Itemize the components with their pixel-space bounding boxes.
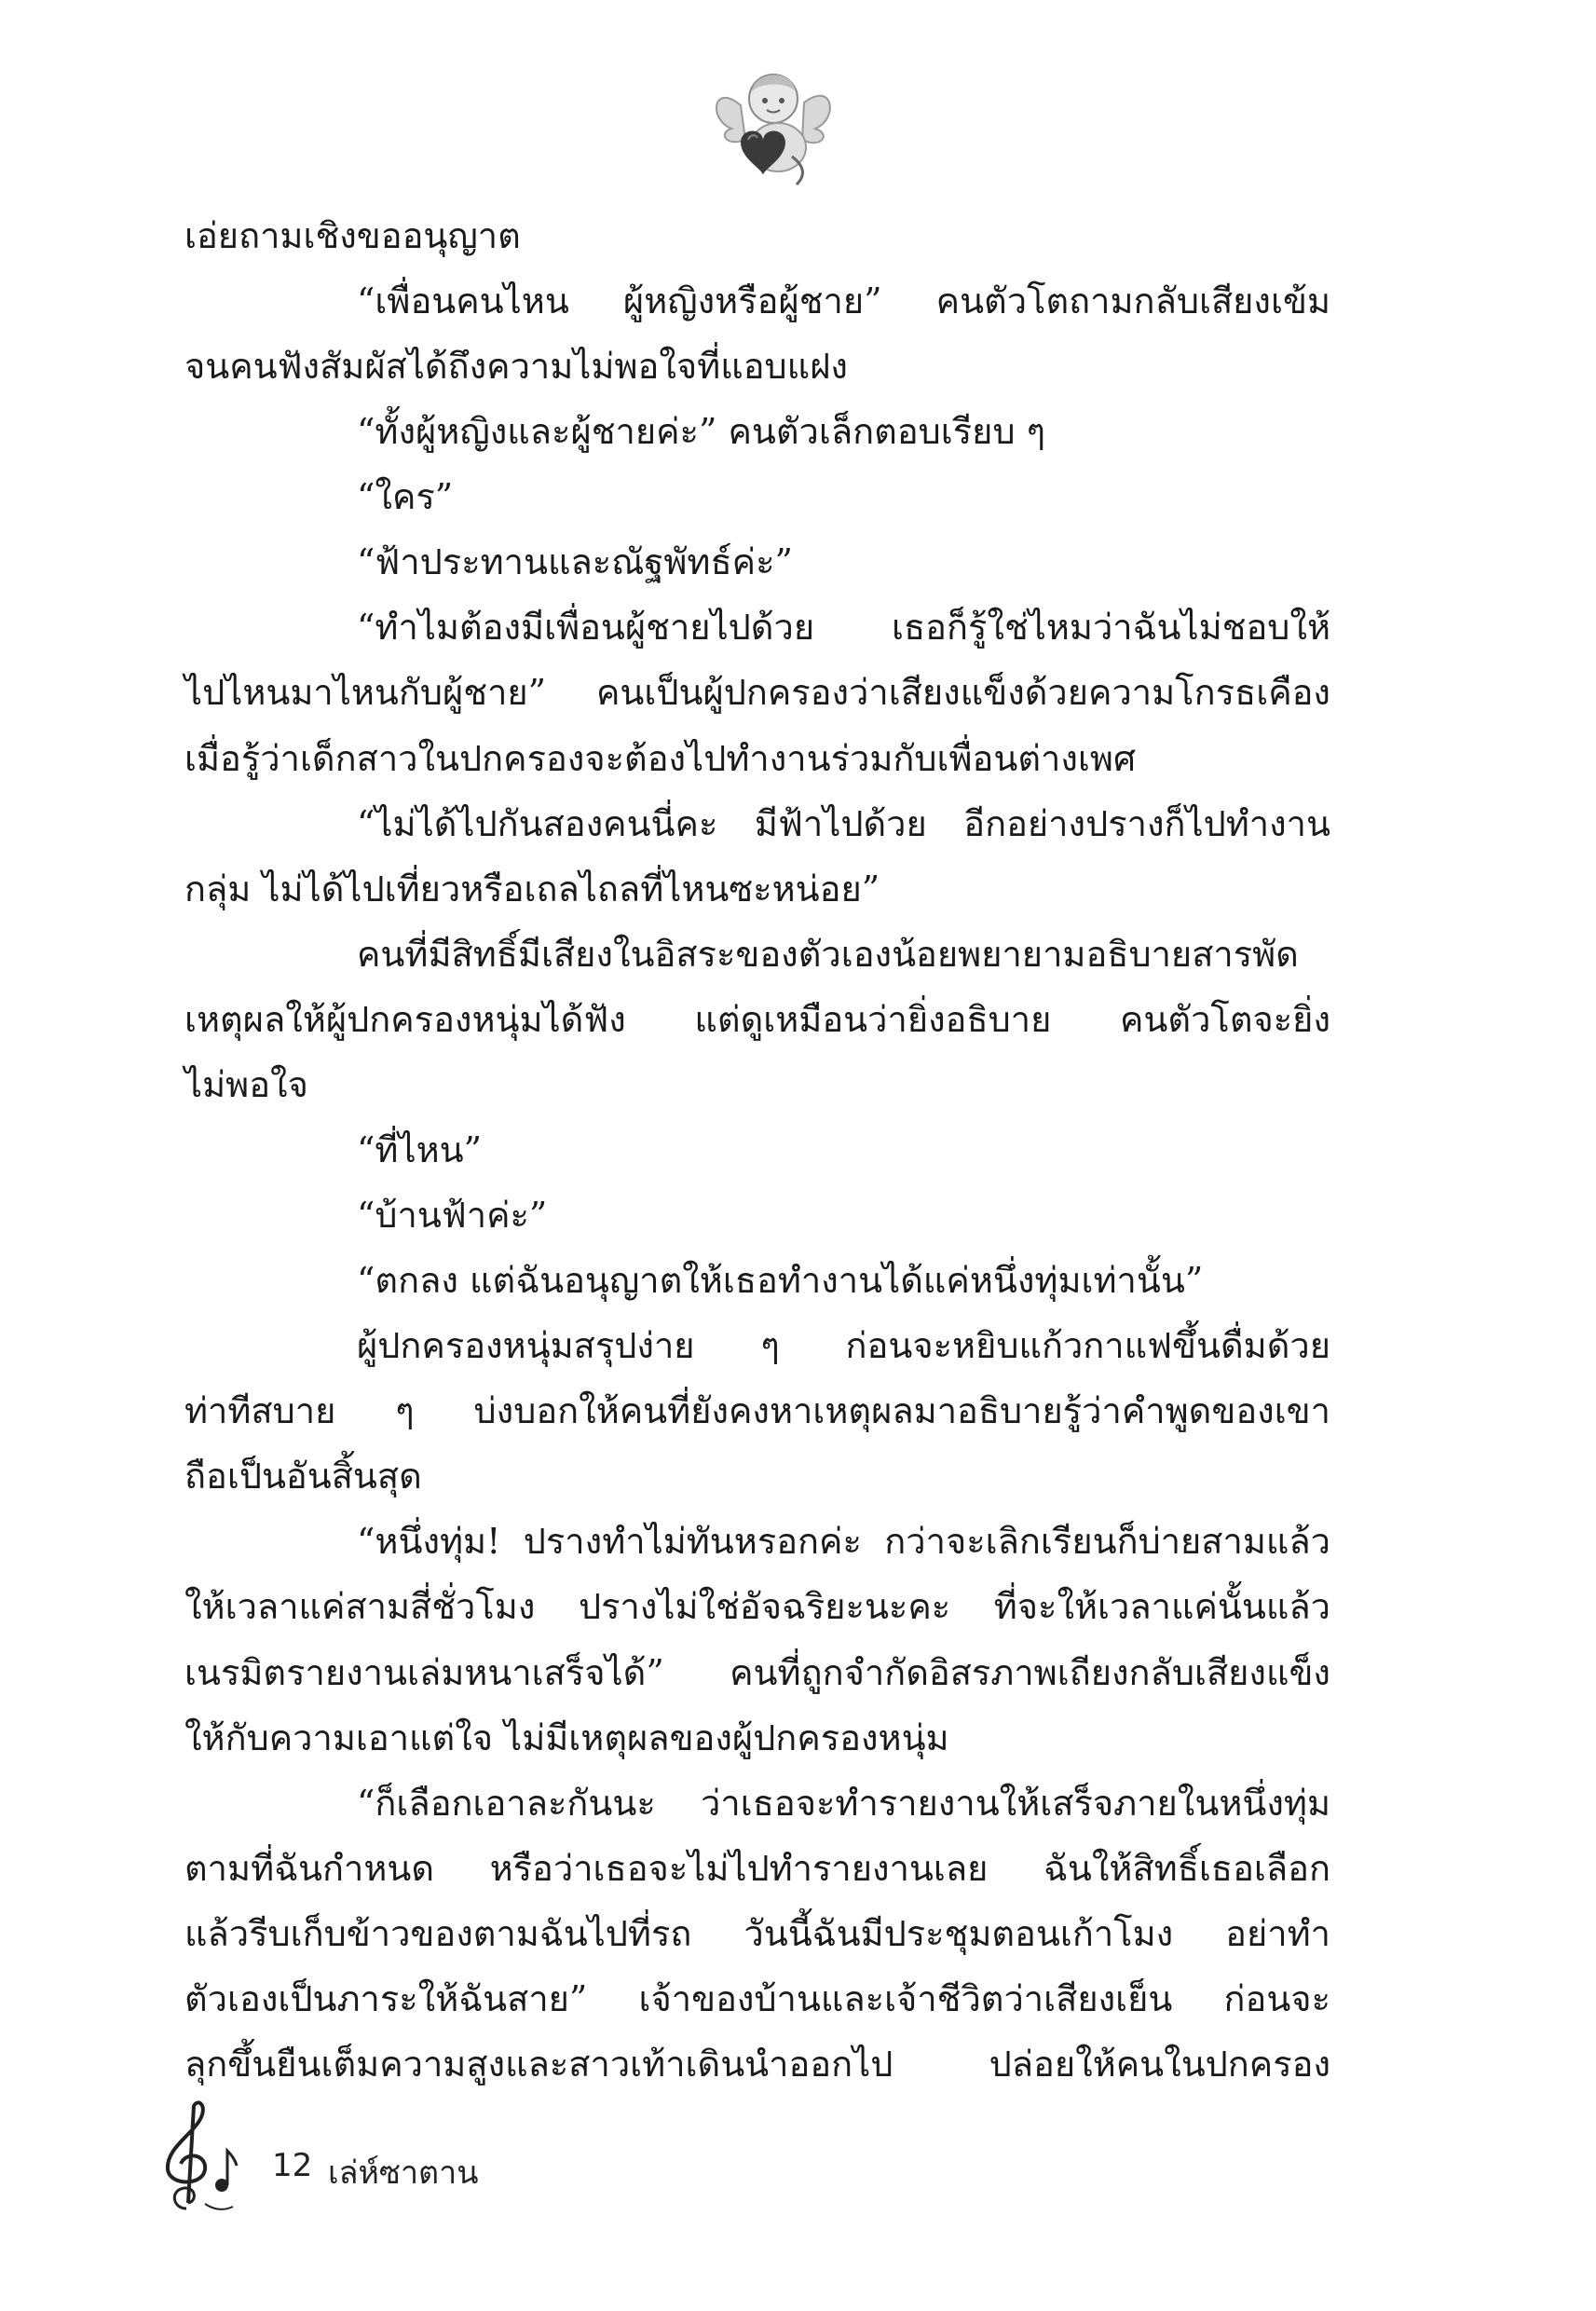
text-line: ให้กับความเอาแต่ใจ ไม่มีเหตุผลของผู้ปกครองหนุ่ม (184, 1716, 949, 1758)
text-line: เมื่อรู้ว่าเด็กสาวในปกครองจะต้องไปทำงานร่วมกับเพื่อนต่างเพศ (184, 737, 1137, 779)
text-line: ไม่พอใจ (184, 1063, 308, 1105)
text-line: ตามที่ฉันกำหนด หรือว่าเธอจะไม่ไปทำรายงานเลย ฉันให้สิทธิ์เธอเลือก (184, 1847, 1330, 1889)
page-number: 12 (272, 2147, 313, 2184)
text-line: “ทั้งผู้หญิงและผู้ชายค่ะ” คนตัวเล็กตอบเรียบ ๆ (357, 411, 1046, 453)
treble-clef-music-note-icon (149, 2097, 242, 2218)
text-line: “ที่ไหน” (357, 1128, 483, 1170)
text-line: “ทำไมต้องมีเพื่อนผู้ชายไปด้วย เธอก็รู้ใช่ไหมว่าฉันไม่ชอบให้ (357, 607, 1330, 649)
text-line: “หนึ่งทุ่ม! ปรางทำไม่ทันหรอกค่ะ กว่าจะเลิกเรียนก็บ่ายสามแล้ว (357, 1521, 1330, 1563)
text-line: ให้เวลาแค่สามสี่ชั่วโมง ปรางไม่ใช่อัจฉริยะนะคะ ที่จะให้เวลาแค่นั้นแล้ว (184, 1586, 1330, 1628)
cupid-with-heart-icon (703, 54, 843, 194)
text-line: ลุกขึ้นยืนเต็มความสูงและสาวเท้าเดินนำออกไป ปล่อยให้คนในปกครอง (184, 2043, 1330, 2085)
text-line: ถือเป็นอันสิ้นสุด (184, 1456, 422, 1497)
text-line: ผู้ปกครองหนุ่มสรุปง่าย ๆ ก่อนจะหยิบแก้วกาแฟขึ้นดื่มด้วย (357, 1325, 1330, 1367)
text-line: “ฟ้าประทานและณัฐพัทธ์ค่ะ” (357, 541, 793, 583)
text-line: ไปไหนมาไหนกับผู้ชาย” คนเป็นผู้ปกครองว่าเสียงแข็งด้วยความโกรธเคือง (184, 672, 1330, 714)
page-footer (149, 2097, 615, 2218)
text-line: ท่าทีสบาย ๆ บ่งบอกให้คนที่ยังคงหาเหตุผลมาอธิบายรู้ว่าคำพูดของเขา (184, 1390, 1330, 1432)
text-line: แล้วรีบเก็บข้าวของตามฉันไปที่รถ วันนี้ฉันมีประชุมตอนเก้าโมง อย่าทำ (184, 1912, 1330, 1954)
text-line: “บ้านฟ้าค่ะ” (357, 1195, 548, 1237)
text-line: “ใคร” (357, 476, 454, 518)
text-line: จนคนฟังสัมผัสได้ถึงความไม่พอใจที่แอบแฝง (184, 346, 848, 388)
text-line: คนที่มีสิทธิ์มีเสียงในอิสระของตัวเองน้อยพยายามอธิบายสารพัด (357, 933, 1299, 975)
text-line: เหตุผลให้ผู้ปกครองหนุ่มได้ฟัง แต่ดูเหมือนว่ายิ่งอธิบาย คนตัวโตจะยิ่ง (184, 998, 1330, 1040)
text-line: ตัวเองเป็นภาระให้ฉันสาย” เจ้าของบ้านและเจ้าชีวิตว่าเสียงเย็น ก่อนจะ (184, 1977, 1330, 2019)
text-line: “ตกลง แต่ฉันอนุญาตให้เธอทำงานได้แค่หนึ่งทุ่มเท่านั้น” (357, 1260, 1204, 1302)
text-line: “เพื่อนคนไหน ผู้หญิงหรือผู้ชาย” คนตัวโตถามกลับเสียงเข้ม (357, 280, 1330, 322)
text-line: “ก็เลือกเอาละกันนะ ว่าเธอจะทำรายงานให้เสร็จภายในหนึ่งทุ่ม (357, 1782, 1330, 1824)
running-title: เล่ห์ซาตาน (328, 2154, 479, 2192)
text-line: เนรมิตรายงานเล่มหนาเสร็จได้” คนที่ถูกจำกัดอิสรภาพเถียงกลับเสียงแข็ง (184, 1651, 1330, 1693)
text-line: “ไม่ได้ไปกันสองคนนี่คะ มีฟ้าไปด้วย อีกอย่างปรางก็ไปทำงาน (357, 802, 1330, 844)
text-line: เอ่ยถามเชิงขออนุญาต (184, 215, 521, 256)
text-line: กลุ่ม ไม่ได้ไปเที่ยวหรือเถลไถลที่ไหนซะหน่อย” (184, 868, 880, 909)
